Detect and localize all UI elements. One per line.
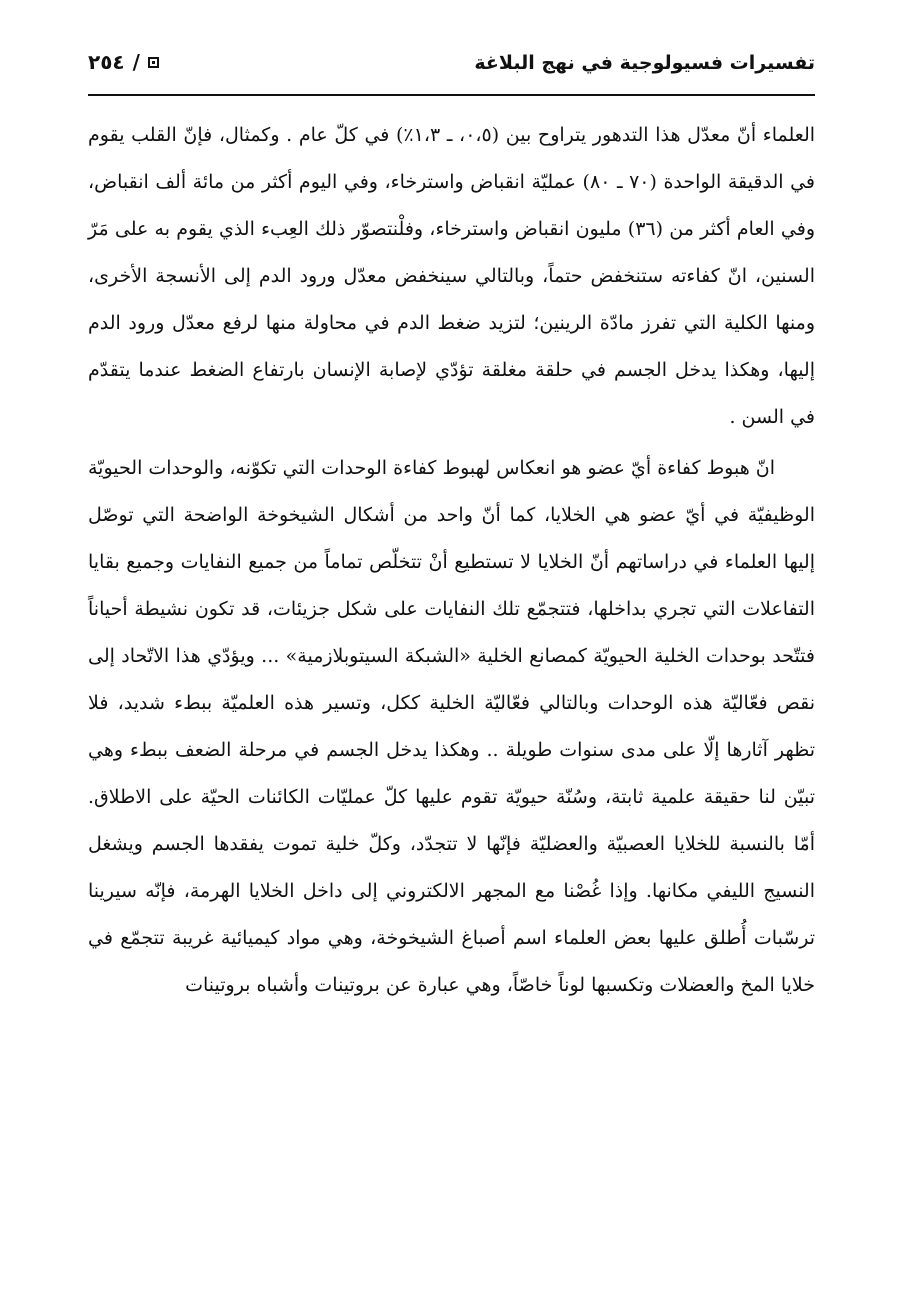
page-number: ٢٥٤ bbox=[88, 50, 125, 74]
header-divider bbox=[88, 94, 815, 96]
paragraph-1: العلماء أنّ معدّل هذا التدهور يتراوح بين (٠،٥، ـ ١،٣٪) في كلّ عام . وكمثال، فإنّ القلب يقوم في الدقيقة الواحدة (٧٠ ـ ٨٠) عمليّة انقباض واسترخاء، وفي اليوم أكثر من مائة ألف انقباض، وفي العام أكثر من (٣٦) مليون انقباض واسترخاء، وفلْنتصوّر ذلك العِبء الذي يقوم به على مَرّ السنين، انّ كفاءته ستنخفض حتماً، وبالتالي سينخفض معدّل ورود الدم إلى الأنسجة الأخرى، ومنها الكلية التي تفرز مادّة الرينين؛ لتزيد ضغط الدم في محاولة منها لرفع معدّل ورود الدم إليها، وهكذا يدخل الجسم في حلقة مغلقة تؤدّي لإصابة الإنسان بارتفاع الضغط عندما يتقدّم في السن . bbox=[88, 124, 816, 428]
running-header bbox=[88, 48, 815, 80]
main-text bbox=[88, 112, 815, 1009]
page-number-group bbox=[88, 50, 159, 74]
page-separator: / bbox=[132, 50, 140, 74]
header-title: تفسيرات فسيولوجية في نهج البلاغة bbox=[474, 52, 815, 74]
paragraph-2: انّ هبوط كفاءة أيّ عضو هو انعكاس لهبوط كفاءة الوحدات التي تكوّنه، والوحدات الحيويّة الوظيفيّة في أيّ عضو هي الخلايا، كما أنّ واحد من أشكال الشيخوخة الواضحة التي توصّل إليها العلماء في دراساتهم أنّ الخلايا لا تستطيع أنْ تتخلّص تماماً من جميع النفايات وجميع بقايا التفاعلات التي تجري بداخلها، فتتجمّع تلك النفايات على شكل جزيئات، قد تكون نشيطة أحياناً فتتّحد بوحدات الخلية الحيويّة كمصانع الخلية «الشبكة السيتوبلازمية» ... ويؤدّي هذا الاتّحاد إلى نقص فعّاليّة هذه الوحدات وبالتالي فعّاليّة الخلية ككل، وتسير هذه العلميّة ببطء شديد، فلا تظهر آثارها إلّا على مدى سنوات طويلة .. وهكذا يدخل الجسم في مرحلة الضعف ببطء وهي تبيّن لنا حقيقة علمية ثابتة، وسُنّة حيويّة تقوم عليها كلّ عمليّات الكائنات الحيّة على الاطلاق. أمّا بالنسبة للخلايا العصبيّة والعضليّة فإنّها لا تتجدّد، وكلّ خلية تموت يفقدها الجسم ويشغل النسيج الليفي مكانها. وإذا غُصْنا مع المجهر الالكتروني إلى داخل الخلايا الهرمة، فإنّه سيرينا ترسّبات أُطلق عليها بعض العلماء اسم أصباغ الشيخوخة، وهي مواد كيميائية غريبة تتجمّع في خلايا المخ والعضلات وتكسبها لوناً خاصّاً، وهي عبارة عن بروتينات وأشباه بروتينات bbox=[88, 457, 815, 996]
square-ornament-icon bbox=[148, 57, 159, 68]
